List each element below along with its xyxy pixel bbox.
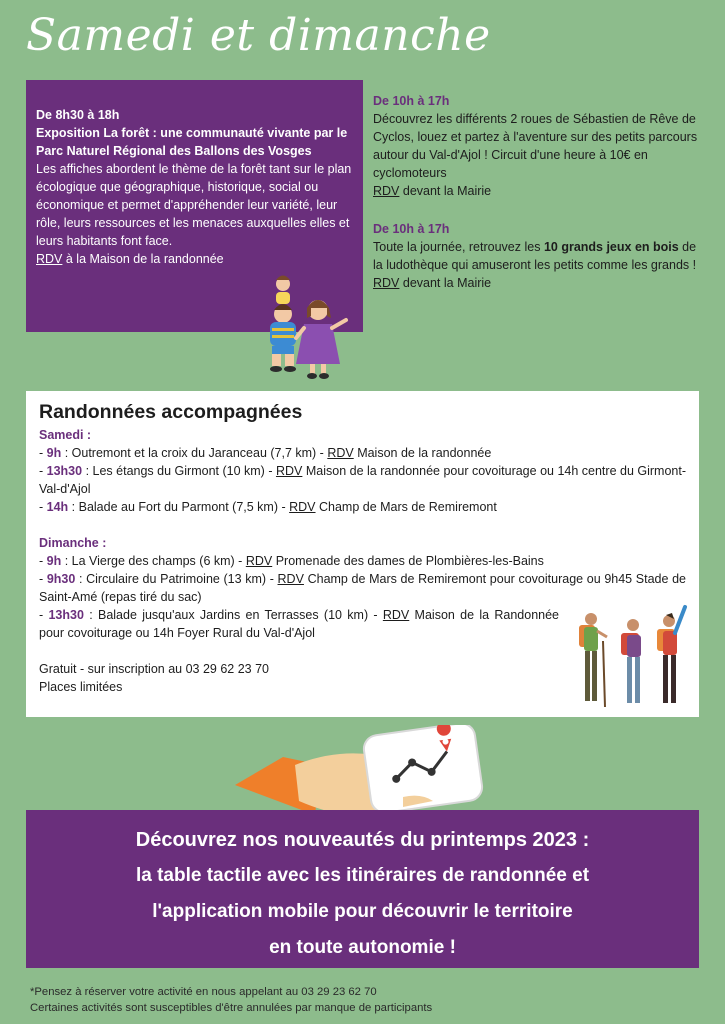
list-item: - 9h : La Vierge des champs (6 km) - RDV Promenade des dames de Plombières-les-Bains [39, 554, 544, 568]
games-block [373, 220, 703, 292]
list-item: - 14h : Balade au Fort du Parmont (7,5 km) - RDV Champ de Mars de Remiremont [39, 500, 497, 514]
list-item: - 13h30 : Balade jusqu'aux Jardins en Terrasses (10 km) - RDV Maison de la Randonnée pour covoiturage ou 14h Foyer Rural du Val-d'Ajol [39, 608, 559, 640]
exhibition-time: De 8h30 à 18h [36, 108, 120, 122]
exhibition-body: Les affiches abordent le thème de la forêt tant sur le plan écologique que géographique, historique, social ou économique et permet d'appréhender leur variété, leur rôle, leurs ressources et les menaces auxquelles elles et leurs habitants font face. [36, 162, 352, 248]
footer-line-2: Certaines activités sont susceptibles d'être annulées par manque de participants [30, 1002, 433, 1014]
games-time: De 10h à 17h [373, 222, 450, 236]
banner-line-2: la table tactile avec les itinéraires de randonnée et [135, 865, 590, 886]
exhibition-heading: Exposition La forêt : une communauté vivante par le Parc Naturel Régional des Ballons des Vosges [36, 126, 348, 158]
exhibition-rdv-label: RDV [36, 252, 63, 266]
guided-hikes-box [26, 391, 699, 717]
games-body-a: Toute la journée, retrouvez les [373, 240, 544, 254]
hikers-illustration [571, 601, 691, 713]
games-body-b: de la ludothèque qui amuseront les petits comme les grands ! [373, 240, 697, 272]
banner-line-1: Découvrez nos nouveautés du printemps 2023 : [135, 829, 590, 851]
cycle-rdv-place: devant la Mairie [399, 184, 492, 198]
list-item: - 9h : Outremont et la croix du Jaranceau (7,7 km) - RDV Maison de la randonnée [39, 446, 492, 460]
registration-info: Gratuit - sur inscription au 03 29 62 23 70 [39, 662, 269, 676]
exhibition-rdv-place: à la Maison de la randonnée [62, 252, 224, 266]
banner-line-3: l'application mobile pour découvrir le territoire [152, 901, 573, 922]
cycle-rental-block [373, 92, 703, 200]
phone-in-hand-illustration [235, 725, 495, 815]
hikes-heading: Randonnées accompagnées [39, 401, 303, 423]
footer-line-1: *Pensez à réserver votre activité en nous appelant au 03 29 23 62 70 [30, 986, 377, 998]
games-rdv-place: devant la Mairie [399, 276, 492, 290]
activities-column [373, 92, 703, 292]
samedi-label: Samedi : [39, 428, 92, 442]
footer-notes [30, 984, 432, 1016]
children-illustration [258, 272, 350, 380]
cycle-body: Découvrez les différents 2 roues de Sébastien de Rêve de Cyclos, louez et partez à l'aventure sur des petits parcours autour du Val-d'Ajol ! Circuit d'une heure à 10€ en cyclomoteurs [373, 112, 698, 180]
new-features-banner [26, 810, 699, 968]
page-title: Samedi et dimanche [26, 10, 491, 61]
limited-places: Places limitées [39, 680, 123, 694]
cycle-rdv-label: RDV [373, 184, 400, 198]
games-rdv-label: RDV [373, 276, 400, 290]
cycle-time: De 10h à 17h [373, 94, 450, 108]
list-item: - 9h30 : Circulaire du Patrimoine (13 km) - RDV Champ de Mars de Remiremont pour covoiturage ou 9h45 Stade de Saint-Amé (repas tiré du sac) [39, 572, 687, 604]
list-item: - 13h30 : Les étangs du Girmont (10 km) - RDV Maison de la randonnée pour covoiturage ou 14h centre du Girmont-Val-d'Ajol [39, 464, 686, 496]
banner-line-4: en toute autonomie ! [269, 937, 456, 958]
dimanche-label: Dimanche : [39, 536, 107, 550]
games-body-bold: 10 grands jeux en bois [543, 240, 679, 254]
